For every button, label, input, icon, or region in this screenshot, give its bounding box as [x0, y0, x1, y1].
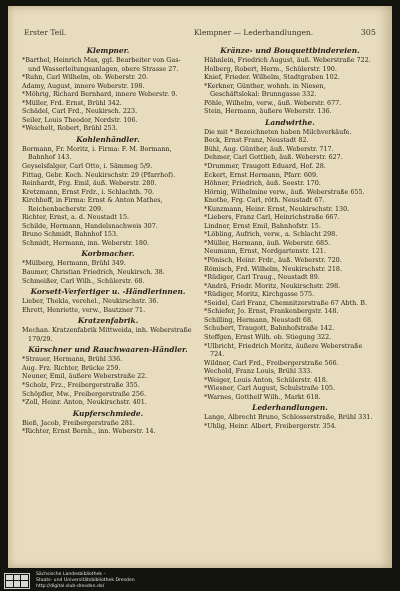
- directory-entry: *Müller, Hermann, äuß. Weberstr. 685.: [204, 238, 331, 247]
- directory-entry: Ehrett, Henriette, verw., Bautzner 71.: [22, 305, 146, 314]
- header-section-range: Klempner — Lederhandlungen.: [193, 28, 314, 37]
- directory-entry: Bormann, Fr. Moritz, i. Firma: F. M. Bormann, Bahnhof 143.: [22, 144, 172, 162]
- header-part-label: Erster Teil.: [24, 28, 67, 37]
- directory-entry: Schubert, Traugott, Bahnhofstraße 142.: [204, 324, 335, 333]
- directory-entry: Bruno Schmidt, Bahnhof 153.: [22, 230, 119, 239]
- directory-entry: *Kerkner, Günther, wohnh. in Niesen, Geschäftslokal: Brunngasse 332.: [204, 81, 326, 99]
- directory-entry: *Uhlig, Heinr. Albert, Freibergerstr. 354.: [204, 421, 337, 430]
- footer-line-2: Staats- und Universitätsbibliothek Dresden: [36, 577, 135, 583]
- library-logo-icon: [4, 573, 30, 589]
- directory-entry: Kretzmann, Ernst Frdr., i. Schlachth. 70.: [22, 187, 155, 196]
- section-heading: Kupferschmiede.: [72, 408, 144, 418]
- directory-entry: Hähnlein, Friedrich August, äuß. Weberstraße 722.: [204, 56, 371, 64]
- directory-entry: Wildner, Carl Frd., Freibergerstraße 566.: [204, 358, 339, 367]
- directory-entry: Fittag, Gebr. Koch. Neukirschstr. 29 (Pfarrhof).: [22, 170, 175, 179]
- section-heading: Kratzenfabrik.: [77, 316, 139, 326]
- directory-entry: Schmeißer, Carl Wilh., Schülerstr. 68.: [22, 276, 145, 285]
- directory-entry: *Löbling, Aufrich, verw., a. Schlacht 298.: [204, 230, 338, 239]
- directory-entry: *Ruhn, Carl Wilhelm, ob. Weberstr. 20.: [22, 73, 149, 82]
- left-column: [22, 44, 194, 436]
- directory-entry: Reinhardt, Frg. Emil, äuß. Weberstr. 280.: [22, 179, 157, 188]
- directory-entry: *Liebers, Franz Carl, Heinrichstraße 667.: [204, 213, 340, 222]
- directory-entry: Höhner, Friedrich, äuß. Seestr. 170.: [204, 179, 321, 188]
- section-heading: Korbmacher.: [81, 249, 135, 259]
- section-heading: Landwirthe.: [265, 117, 315, 127]
- directory-entry: *Kunzmann, Heinr. Ernst, Neukirschstr. 130.: [204, 204, 350, 213]
- directory-entry: *Rüdiger, Moritz, Kirchgasse 575.: [204, 290, 315, 299]
- page-number: 305: [360, 28, 376, 37]
- directory-entry: Römisch, Frd. Wilhelm, Neukirschstr. 218.: [204, 264, 342, 273]
- directory-entry: Lange, Albrecht Bruno, Schlosserstraße, Brühl 331.: [204, 413, 373, 422]
- section-heading: Kürschner und Rauchwaaren-Händler.: [28, 345, 188, 355]
- directory-entry: *Richter, Ernst Bernh., inn. Weberstr. 14.: [22, 427, 156, 436]
- directory-entry: Schilling, Hermann, Neustadt 68.: [204, 315, 314, 324]
- library-footer: [0, 570, 400, 591]
- section-heading: Korsett-Verfertiger u. -Händlerinnen.: [30, 287, 186, 297]
- directory-entry: *Scholz, Frz., Freibergerstraße 355.: [22, 380, 140, 389]
- directory-entry: Wechold, Franz Louis, Brühl 333.: [204, 367, 313, 376]
- directory-entry: *Müller, Frd. Ernst, Brühl 342.: [22, 98, 122, 107]
- directory-entry: Kirchhoff, in Firma: Ernst & Anton Mathes, Reichenbacherstr. 209.: [22, 196, 163, 213]
- directory-entry: Geyselsfalger, Carl Otto, i. Sämmeg 5/9.: [22, 162, 153, 171]
- directory-page: [8, 6, 392, 568]
- directory-entry: Lindner, Ernst Emil, Bahnhofstr. 15.: [204, 221, 321, 230]
- footer-line-3: http://digital.slub-dresden.de/: [36, 583, 105, 589]
- directory-entry: Knief, Frieder. Wilhelm, Stadtgraben 102.: [204, 73, 340, 82]
- directory-entry: *Zoll, Heinr. Anton, Neukirschstr. 401.: [22, 398, 147, 407]
- directory-entry: Neuner, Emil, äußere Weberstraße 22.: [22, 372, 148, 381]
- directory-entry: *Schiefer, Jo. Ernst, Frankenbergstr. 148.: [204, 307, 339, 316]
- directory-entry: *Drummer, Traugott Eduard, Hof. 28.: [204, 162, 326, 171]
- directory-entry: *Weichelt, Robert, Brühl 253.: [22, 124, 118, 133]
- directory-entry: Seiler, Louis Theodor, Nordstr. 106.: [22, 115, 138, 124]
- footer-line-1: Sächsische Landesbibliothek –: [36, 571, 106, 577]
- directory-entry: Schilde, Hermann, Handelsnachweis 307.: [22, 221, 158, 230]
- directory-entry: Schmidt, Hermann, inn. Weberstr. 180.: [22, 238, 150, 247]
- directory-entry: Eckert, Ernst Hermann, Pfarr. 609.: [204, 170, 319, 179]
- right-column: [204, 44, 376, 430]
- page-header: [14, 28, 386, 40]
- directory-entry: Beck, Ernst Franz, Neustadt 82.: [204, 136, 309, 145]
- directory-entry: *Andrä, Friedr. Moritz, Neukirschstr. 298.: [204, 281, 341, 290]
- directory-entry: Bieß, Jacob, Freibergerstraße 281.: [22, 418, 136, 427]
- directory-entry: *Seidel, Carl Franz, Chemnitzerstraße 67 Abth. B.: [204, 298, 367, 307]
- directory-entry: *Mülberg, Hermann, Brühl 349.: [22, 259, 126, 268]
- directory-entry: *Ulbricht, Friedrich Moritz, äußere Weberstraße 724.: [204, 341, 363, 359]
- directory-entry: Dehmer, Carl Gottlieb, äuß. Weberstr. 627.: [204, 153, 343, 162]
- directory-entry: Bühl, Aug. Günther, äuß. Weberstr. 717.: [204, 144, 334, 153]
- directory-entry: Steffgen, Ernst Wilh. ob. Stiegung 322.: [204, 332, 332, 341]
- directory-entry: *Wiesner, Carl August, Schulstraße 105.: [204, 384, 336, 393]
- directory-entry: *Möhrig, Richard Bernhard, innere Weberstr. 9.: [22, 90, 178, 99]
- directory-entry: Lieber, Thekla, verehel., Neukirschstr. 36.: [22, 297, 159, 306]
- section-heading: Kränze- und Bouquettbindereien.: [220, 46, 360, 55]
- directory-entry: Baumer, Christian Friedrich, Neukirsch. 38.: [22, 268, 165, 277]
- directory-entry: Neumann, Ernst, Nordgartenstr. 121.: [204, 247, 326, 256]
- directory-entry: Die mit * Bezeichneten haben Milchverkäufe.: [204, 127, 352, 136]
- directory-entry: Holberg, Robert, Herm., Schülerstr. 190.: [204, 64, 337, 73]
- directory-entry: Schädel, Carl Frd., Neukirsch. 223.: [22, 107, 138, 116]
- library-credit: [36, 572, 135, 590]
- directory-entry: *Warnes, Gotthelf Wilh., Markt 618.: [204, 392, 321, 401]
- directory-entry: *Weiger, Louis Anton, Schülerstr. 418.: [204, 375, 328, 384]
- section-heading: Kohlenhändler.: [76, 134, 140, 144]
- directory-entry: Schöpfler, Mw., Freibergerstraße 256.: [22, 389, 147, 398]
- directory-entry: *Rüdiger, Carl Traug., Neustadt 89.: [204, 273, 320, 282]
- section-heading: Klempner.: [86, 46, 130, 55]
- directory-entry: Adamy, August, innere Weberstr. 198.: [22, 81, 145, 90]
- directory-entry: *Strauer, Hermann, Brühl 336.: [22, 355, 123, 364]
- directory-entry: Hörnig, Wilhelmine verw., äuß. Weberstraße 655.: [204, 187, 365, 196]
- directory-entry: Richter, Ernst, a. d. Neustadt 15.: [22, 213, 130, 222]
- directory-entry: Pöhle, Wilhelm, verw., äuß. Weberstr. 677.: [204, 98, 342, 107]
- directory-entry: Mechan. Kratzenfabrik Mittweida, inh. Weberstraße 179/29.: [22, 326, 192, 343]
- section-heading: Lederhandlungen.: [252, 403, 328, 413]
- directory-entry: Aug. Frz. Richter, Brücke 259.: [22, 363, 121, 372]
- directory-entry: Knothe, Frg. Carl, röth. Neustadt 67.: [204, 196, 325, 205]
- directory-entry: *Barthel, Heinrich Max, ggl. Bearbeiter von Gas- und Wasserleitungsanlagen, obere Strasse 27.: [22, 56, 181, 73]
- directory-entry: *Pönisch, Heinr. Frdr., äuß. Weberstr. 720.: [204, 256, 342, 265]
- directory-entry: Stein, Hermann, äußere Weberstr. 136.: [204, 107, 332, 116]
